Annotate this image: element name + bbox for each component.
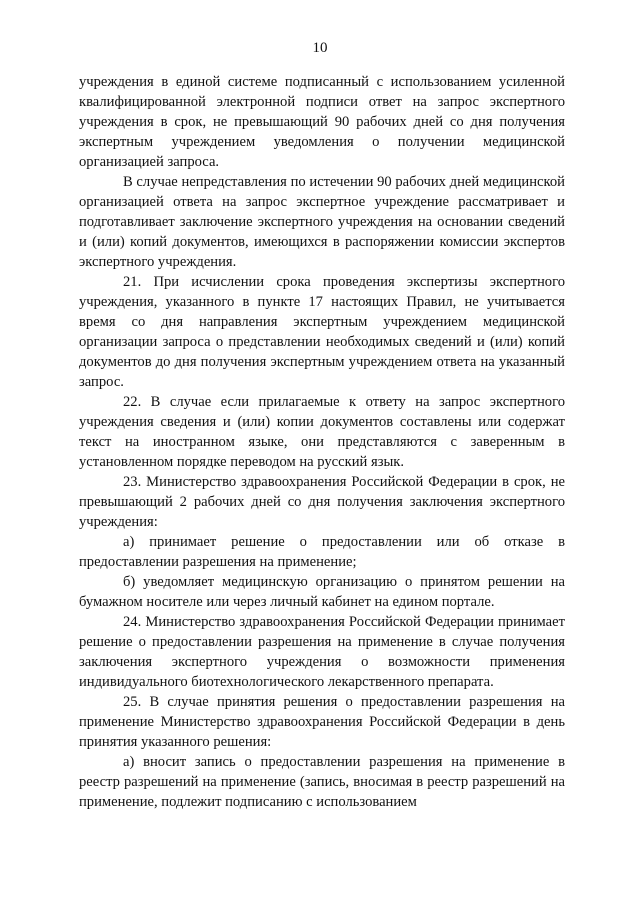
- paragraph-clause-23: 23. Министерство здравоохранения Российской Федерации в срок, не превышающий 2 рабочих дней со дня получения заключения экспертного учреждения:: [79, 474, 565, 530]
- document-body: [79, 72, 565, 812]
- paragraph-clause-24: 24. Министерство здравоохранения Российской Федерации принимает решение о предоставлении разрешения на применение в случае получения заключения экспертного учреждения о возможности применения индивидуального биотехнологического лекарственного препарата.: [79, 614, 565, 690]
- paragraph-clause-22: 22. В случае если прилагаемые к ответу на запрос экспертного учреждения сведения и (или) копии документов составлены или содержат текст на иностранном языке, они представляются с заверенным в установленном порядке переводом на русский язык.: [79, 394, 565, 470]
- paragraph-clause-21: 21. При исчислении срока проведения экспертизы экспертного учреждения, указанного в пункте 17 настоящих Правил, не учитывается время со дня направления экспертным учреждением медицинской организации запроса о представлении необходимых сведений и (или) копий документов до дня получения экспертным учреждением ответа на указанный запрос.: [79, 274, 565, 390]
- paragraph: В случае непредставления по истечении 90 рабочих дней медицинской организацией ответа на запрос экспертное учреждение рассматривает и подготавливает заключение экспертного учреждения на основании сведений и (или) копий документов, имеющихся в распоряжении комиссии экспертов экспертного учреждения.: [79, 174, 565, 270]
- paragraph-clause-25: 25. В случае принятия решения о предоставлении разрешения на применение Министерство здравоохранения Российской Федерации в день принятия указанного решения:: [79, 694, 565, 750]
- paragraph-subclause-b: б) уведомляет медицинскую организацию о принятом решении на бумажном носителе или через личный кабинет на едином портале.: [79, 574, 565, 610]
- paragraph-subclause-a: а) вносит запись о предоставлении разрешения на применение в реестр разрешений на применение (запись, вносимая в реестр разрешений на применение, подлежит подписанию с использованием: [79, 754, 565, 810]
- paragraph: учреждения в единой системе подписанный с использованием усиленной квалифицированной электронной подписи ответ на запрос экспертного учреждения в срок, не превышающий 90 рабочих дней со дня получения экспертным учреждением уведомления о получении медицинской организацией запроса.: [79, 74, 565, 170]
- page-number: 10: [312, 40, 328, 56]
- paragraph-subclause-a: а) принимает решение о предоставлении или об отказе в предоставлении разрешения на применение;: [79, 534, 565, 570]
